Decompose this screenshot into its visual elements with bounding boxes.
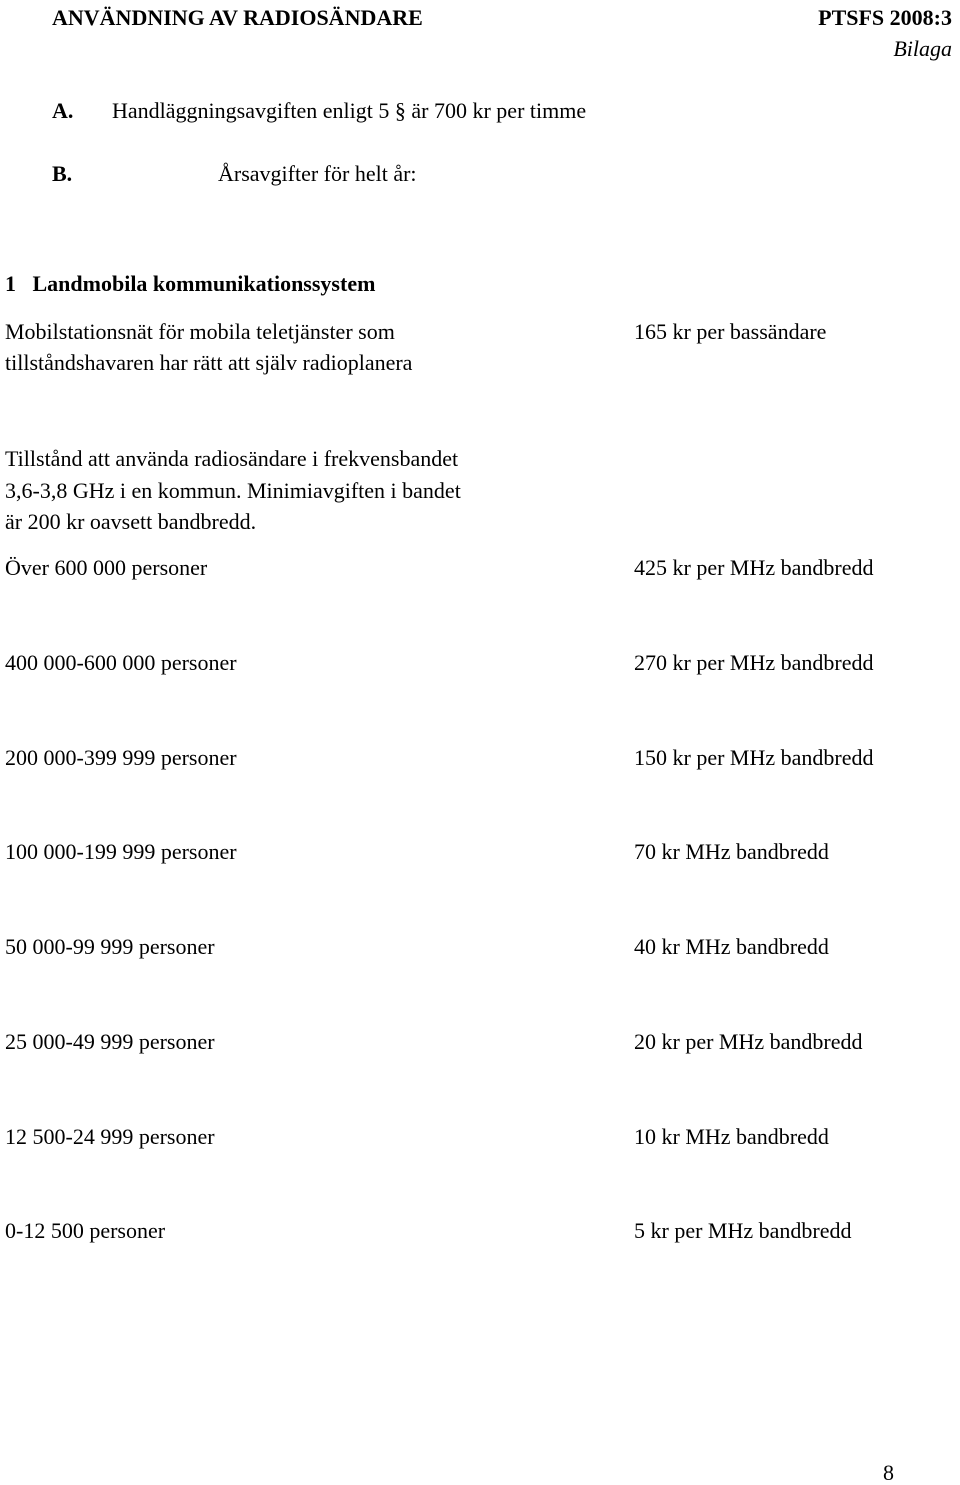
- fee-row-amount: 70 kr MHz bandbredd: [634, 839, 829, 864]
- section-fee: 165 kr per bassändare: [634, 319, 827, 344]
- fee-row-amount: 425 kr per MHz bandbredd: [634, 555, 874, 580]
- document-reference: PTSFS 2008:3: [818, 5, 952, 30]
- permit-line2: 3,6-3,8 GHz i en kommun. Minimiavgiften i bandet: [5, 478, 461, 503]
- fee-row-population: 100 000-199 999 personer: [5, 839, 237, 864]
- fee-row-amount: 270 kr per MHz bandbredd: [634, 650, 874, 675]
- fee-row-amount: 10 kr MHz bandbredd: [634, 1124, 829, 1149]
- item-a-letter: A.: [52, 98, 74, 123]
- fee-row-amount: 20 kr per MHz bandbredd: [634, 1029, 863, 1054]
- fee-row-population: 25 000-49 999 personer: [5, 1029, 215, 1054]
- section-desc-line1: Mobilstationsnät för mobila teletjänster som: [5, 319, 395, 344]
- permit-line1: Tillstånd att använda radiosändare i frekvensbandet: [5, 446, 459, 471]
- fee-row-population: Över 600 000 personer: [5, 555, 208, 580]
- section-heading: 1 Landmobila kommunikationssystem: [5, 271, 376, 296]
- item-a-text: Handläggningsavgiften enligt 5 § är 700 kr per timme: [112, 98, 587, 123]
- fee-row-population: 0-12 500 personer: [5, 1218, 166, 1243]
- document-title: ANVÄNDNING AV RADIOSÄNDARE: [52, 5, 423, 30]
- fee-row-population: 12 500-24 999 personer: [5, 1124, 215, 1149]
- item-b-text: Årsavgifter för helt år:: [218, 161, 417, 186]
- fee-row-amount: 40 kr MHz bandbredd: [634, 934, 829, 959]
- section-desc-line2: tillståndshavaren har rätt att själv radioplanera: [5, 350, 413, 375]
- permit-line3: är 200 kr oavsett bandbredd.: [5, 509, 257, 534]
- fee-row-population: 200 000-399 999 personer: [5, 745, 237, 770]
- fee-row-population: 50 000-99 999 personer: [5, 934, 215, 959]
- fee-row-population: 400 000-600 000 personer: [5, 650, 237, 675]
- fee-row-amount: 150 kr per MHz bandbredd: [634, 745, 874, 770]
- fee-row-amount: 5 kr per MHz bandbredd: [634, 1218, 852, 1243]
- item-b-letter: B.: [52, 161, 73, 186]
- appendix-label: Bilaga: [893, 36, 952, 61]
- page-number: 8: [883, 1460, 894, 1485]
